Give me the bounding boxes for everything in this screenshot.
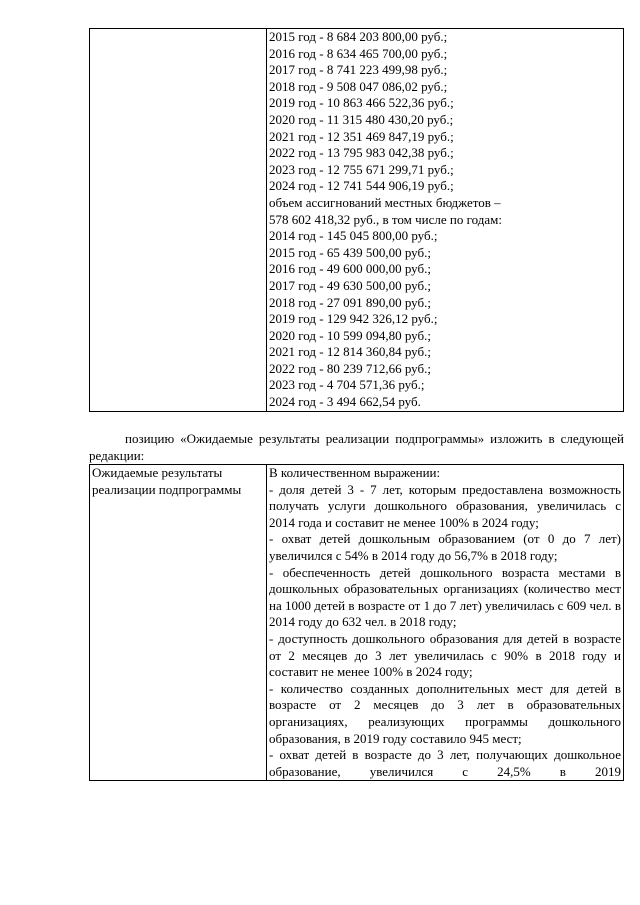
funding-line: 2016 год - 49 600 000,00 руб.; (269, 261, 431, 277)
funding-line: 2014 год - 145 045 800,00 руб.; (269, 228, 438, 244)
results-table (89, 464, 624, 781)
results-paragraph: - доля детей 3 - 7 лет, которым предоставлена возможность получать услуги дошкольного образования, увеличилась с 2014 года и составит не менее 100% в 2024 году; (269, 481, 621, 530)
funding-line: 2018 год - 9 508 047 086,02 руб.; (269, 78, 448, 94)
funding-line: 2015 год - 8 684 203 800,00 руб.; (269, 29, 448, 44)
funding-line: 2020 год - 10 599 094,80 руб.; (269, 327, 431, 343)
funding-line: 2019 год - 10 863 466 522,36 руб.; (269, 95, 454, 111)
results-paragraph: - количество созданных дополнительных мест для детей в возрасте от 2 месяцев до 3 лет в образовательных организациях, реализующих программы дошкольного образования, в 2019 году составило 945 мест; (269, 680, 621, 746)
funding-line: 2022 год - 80 239 712,66 руб.; (269, 360, 431, 376)
funding-table (89, 28, 624, 412)
funding-line: 2017 год - 49 630 500,00 руб.; (269, 277, 431, 293)
funding-line: объем ассигнований местных бюджетов – (269, 194, 501, 210)
results-label-cell: Ожидаемые результаты реализации подпрограммы (90, 465, 267, 781)
results-paragraph: В количественном выражении: (269, 465, 441, 480)
funding-line: 2016 год - 8 634 465 700,00 руб.; (269, 45, 448, 61)
funding-lines-cell (267, 29, 624, 412)
results-paragraph: - доступность дошкольного образования для детей в возрасте от 2 месяцев до 3 лет увеличилась с 90% в 2018 году и составит не менее 100% в 2024 году; (269, 630, 621, 680)
results-paragraph: - охват детей в возрасте до 3 лет, получающих дошкольное образование, увеличился с 24,5% в 2019 (269, 747, 621, 779)
funding-line: 2023 год - 4 704 571,36 руб.; (269, 377, 425, 393)
results-text-cell (267, 465, 624, 781)
results-paragraph: - обеспеченность детей дошкольного возраста местами в дошкольных образовательных организациях (количество мест на 1000 детей в возрасте от 1 до 7 лет) увеличилась с 609 чел. в 2014 году до 632 чел. в 2018 году; (269, 564, 621, 630)
funding-line: 2021 год - 12 351 469 847,19 руб.; (269, 128, 454, 144)
results-paragraph: - охват детей дошкольным образованием (от 0 до 7 лет) увеличился с 54% в 2014 году до 56,7% в 2018 году; (269, 531, 621, 563)
funding-line: 2020 год - 11 315 480 430,20 руб.; (269, 111, 454, 127)
funding-line: 2021 год - 12 814 360,84 руб.; (269, 344, 431, 360)
funding-line: 2015 год - 65 439 500,00 руб.; (269, 244, 431, 260)
funding-line: 578 602 418,32 руб., в том числе по годам: (269, 211, 502, 227)
funding-line: 2024 год - 12 741 544 906,19 руб.; (269, 178, 454, 194)
funding-left-cell (90, 29, 267, 412)
instruction-paragraph: позицию «Ожидаемые результаты реализации подпрограммы» изложить в следующей редакции: (89, 431, 624, 463)
funding-line: 2019 год - 129 942 326,12 руб.; (269, 311, 438, 327)
funding-line: 2022 год - 13 795 983 042,38 руб.; (269, 145, 454, 161)
table-row (90, 465, 624, 781)
funding-line: 2017 год - 8 741 223 499,98 руб.; (269, 62, 448, 78)
funding-line: 2023 год - 12 755 671 299,71 руб.; (269, 161, 454, 177)
table-row (90, 29, 624, 412)
funding-line: 2024 год - 3 494 662,54 руб. (269, 394, 421, 410)
funding-line: 2018 год - 27 091 890,00 руб.; (269, 294, 431, 310)
